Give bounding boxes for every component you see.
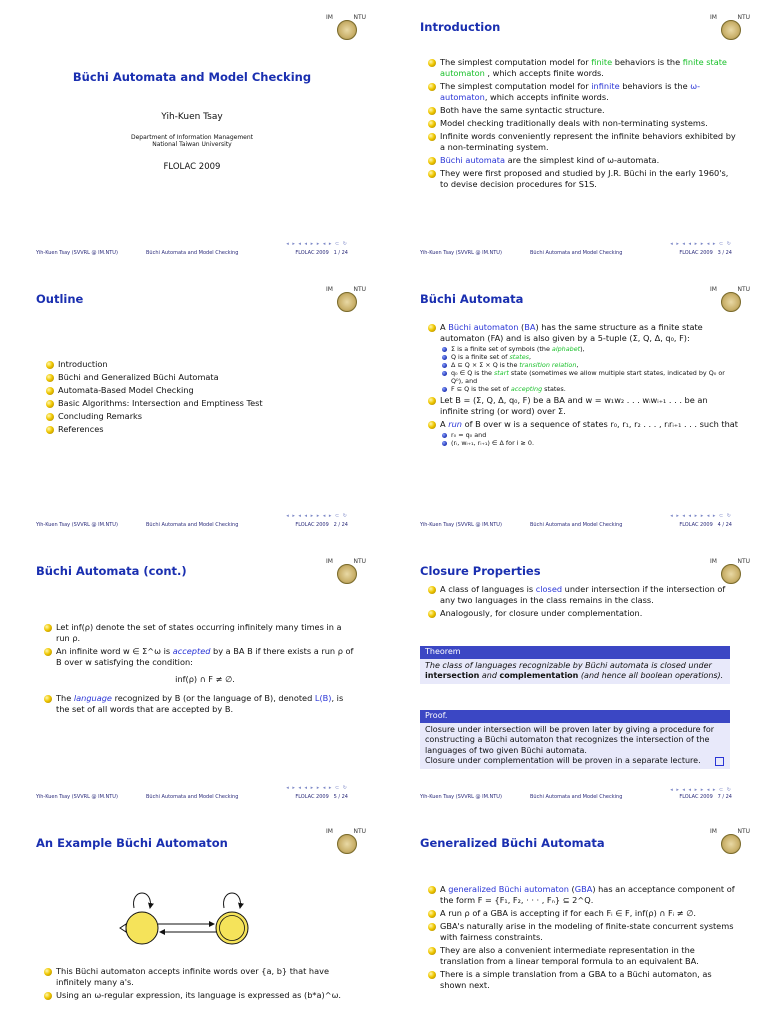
ntu-logo: IM NTU xyxy=(710,828,750,856)
university: National Taiwan University xyxy=(152,141,232,148)
proof-body: Closure under intersection will be proven later by giving a procedure for constructing a Büchi automaton that recognizes the intersection of the languages of two given Büchi automata. Closure under complementation will be proven in a separate lecture. xyxy=(420,723,730,769)
list-item: A Büchi automaton (BA) has the same structure as a finite state automaton (FA) and is also given by a 5-tuple (Σ, Q, Δ, q₀, F): Σ is a finite set of symbols (the alphabet), Q is a finite set of states, Δ ⊆ Q × Σ × Q is the transition relation, q₀ ∈ Q is the start state (sometimes we allow multiple start states, indicated by Q₀ or Q⁰), and F ⊆ Q is the set of accepting states. xyxy=(428,322,738,393)
list-item: Let B = (Σ, Q, Δ, q₀, F) be a BA and w = w₁w₂ . . . wᵢwᵢ₊₁ . . . be an infinite string (or word) over Σ. xyxy=(428,395,738,417)
outline-item[interactable]: Introduction xyxy=(46,359,354,370)
slide-closure-properties: Closure Properties IM NTU A class of languages is closed under intersection if the intersection of any two languages in the class remains in the class. Analogously, for closure under complementation. Theorem The class of languages recognizable by Büchi automata is closed under intersection and complementation (and hence all boolean operations). Proof. Closure under intersection will be proven later by giving a procedure for constructing a Büchi automaton that recognizes the intersection of the languages of two given Büchi automata. Closure under complementation will be proven in a separate lecture. ◂ ▸ ◂ ◂ ▸ ▸ ◂ ▸ ⊂ ↻ Yih-Kuen Tsay (SVVRL @ IM.NTU) Büchi Automata and Model Checking FLOLAC 2009 7 / 24 xyxy=(420,558,750,800)
list-item: A run ρ of a GBA is accepting if for each Fᵢ ∈ F, inf(ρ) ∩ Fᵢ ≠ ∅. xyxy=(428,908,738,919)
list-item: There is a simple translation from a GBA to a Büchi automaton, as shown next. xyxy=(428,969,738,991)
list-item: Using an ω-regular expression, its language is expressed as (b*a)^ω. xyxy=(44,990,354,1001)
nav-controls[interactable]: ◂ ▸ ◂ ◂ ▸ ▸ ◂ ▸ ⊂ ↻ xyxy=(670,241,732,247)
slide-generalized-buchi xyxy=(384,808,768,1024)
list-item: This Büchi automaton accepts infinite words over {a, b} that have infinitely many a's. xyxy=(44,966,354,988)
sub-item: (rᵢ, wᵢ₊₁, rᵢ₊₁) ∈ Δ for i ≥ 0. xyxy=(440,439,738,447)
department: Department of Information Management xyxy=(130,134,254,141)
list-item: The simplest computation model for finite behaviors is the finite state automaton , which accepts finite words. xyxy=(428,57,738,79)
slide-title: IM NTU Büchi Automata and Model Checking Yih-Kuen Tsay Department of Information Management National Taiwan University FLOLAC 2009 ◂ ▸ ◂ ◂ ▸ ▸ ◂ ▸ ⊂ ↻ Yih-Kuen Tsay (SVVRL @ IM.NTU) Büchi Automata and Model Checking FLOLAC 2009 1 / 24 xyxy=(0,0,384,272)
qed-icon xyxy=(715,757,724,766)
self-loop-state-1 xyxy=(224,893,241,908)
author: Yih-Kuen Tsay xyxy=(161,112,223,122)
ntu-logo: IM NTU xyxy=(326,286,366,314)
sub-item: Σ is a finite set of symbols (the alphabet), xyxy=(440,345,738,353)
list-item: The language recognized by B (or the language of B), denoted L(B), is the set of all words that are accepted by B. xyxy=(44,693,354,715)
ntu-logo: IM NTU xyxy=(710,558,750,586)
ntu-seal-icon xyxy=(337,834,357,854)
state-0 xyxy=(126,912,158,944)
ntu-seal-icon xyxy=(337,20,357,40)
list-item: They were first proposed and studied by J.R. Büchi in the early 1960's, to devise decision procedures for S1S. xyxy=(428,168,738,190)
slide-heading: Büchi Automata (cont.) xyxy=(36,564,187,578)
self-loop-state-0 xyxy=(134,893,151,908)
bullet-list xyxy=(428,884,738,993)
state-1 xyxy=(216,912,248,944)
outline-item[interactable]: Büchi and Generalized Büchi Automata xyxy=(46,372,354,383)
bullet-list xyxy=(44,966,354,1003)
ntu-seal-icon xyxy=(721,834,741,854)
nav-controls[interactable]: ◂ ▸ ◂ ◂ ▸ ▸ ◂ ▸ ⊂ ↻ xyxy=(670,787,732,793)
ntu-seal-icon xyxy=(721,564,741,584)
automaton-diagram xyxy=(112,874,272,964)
outline-item[interactable]: References xyxy=(46,424,354,435)
slide-buchi-cont: Büchi Automata (cont.) IM NTU Let inf(ρ) denote the set of states occurring infinitely many times in a run ρ. An infinite word w ∈ Σ^ω is accepted by a BA B if there exists a run ρ of B over w satisfying the condition: inf(ρ) ∩ F ≠ ∅. The language recognized by B (or the language of B), denoted L(B), is the set of all words that are accepted by B. ◂ ▸ ◂ ◂ ▸ ▸ ◂ ▸ ⊂ ↻ Yih-Kuen Tsay (SVVRL @ IM.NTU) Büchi Automata and Model Checking FLOLAC 2009 5 / 24 xyxy=(36,558,366,800)
ntu-seal-icon xyxy=(337,564,357,584)
slide-heading: An Example Büchi Automaton xyxy=(36,836,228,850)
list-item: Büchi automata are the simplest kind of ω-automata. xyxy=(428,155,738,166)
title-block xyxy=(0,70,384,172)
bullet-list xyxy=(428,322,738,449)
slide-heading: Generalized Büchi Automata xyxy=(420,836,605,850)
ntu-seal-icon xyxy=(337,292,357,312)
theorem-heading: Theorem xyxy=(420,646,730,659)
formula: inf(ρ) ∩ F ≠ ∅. xyxy=(175,674,235,684)
list-item: Let inf(ρ) denote the set of states occurring infinitely many times in a run ρ. xyxy=(44,622,354,644)
list-item: A class of languages is closed under intersection if the intersection of any two languages in the class remains in the class. xyxy=(428,584,738,606)
theorem-block xyxy=(420,646,730,684)
ntu-logo: IM NTU xyxy=(326,558,366,586)
theorem-body: The class of languages recognizable by Büchi automata is closed under intersection and complementation (and hence all boolean operations). xyxy=(420,659,730,684)
slide-heading: Outline xyxy=(36,292,84,306)
sub-list xyxy=(440,345,738,393)
sub-item: r₀ = q₀ and xyxy=(440,431,738,439)
nav-controls[interactable]: ◂ ▸ ◂ ◂ ▸ ▸ ◂ ▸ ⊂ ↻ xyxy=(286,241,348,247)
list-item: GBA's naturally arise in the modeling of finite-state concurrent systems with fairness constraints. xyxy=(428,921,738,943)
list-item: Infinite words conveniently represent the infinite behaviors exhibited by a non-terminating system. xyxy=(428,131,738,153)
slide-buchi-automata: Büchi Automata IM NTU A Büchi automaton (BA) has the same structure as a finite state automaton (FA) and is also given by a 5-tuple (Σ, Q, Δ, q₀, F): Σ is a finite set of symbols (the alphabet), Q is a finite set of states, Δ ⊆ Q × Σ × Q is the transition relation, q₀ ∈ Q is the start state (sometimes we allow multiple start states, indicated by Q₀ or Q⁰), and F ⊆ Q is the set of accepting states. Let B = (Σ, Q, Δ, q₀, F) be a BA and w = w₁w₂ . . . wᵢwᵢ₊₁ . . . be an infinite string (or word) over Σ. A run of B over w is a sequence of states r₀, r₁, r₂ . . . , rᵢrᵢ₊₁ . . . such that r₀ = q₀ and (rᵢ, wᵢ₊₁, rᵢ₊₁) ∈ Δ for i ≥ 0. ◂ ▸ ◂ ◂ ▸ ▸ ◂ ▸ ⊂ ↻ Yih-Kuen Tsay (SVVRL @ IM.NTU) Büchi Automata and Model Checking FLOLAC 2009 4 / 24 xyxy=(420,286,750,528)
slide-heading: Introduction xyxy=(420,20,501,34)
sub-item: F ⊆ Q is the set of accepting states. xyxy=(440,385,738,393)
sub-list xyxy=(440,431,738,447)
ntu-logo: IM NTU xyxy=(326,14,366,42)
deck-title: Büchi Automata and Model Checking xyxy=(72,70,312,84)
slide-outline: Outline IM NTU Introduction Büchi and Generalized Büchi Automata Automata-Based Model Checking Basic Algorithms: Intersection and Emptiness Test Concluding Remarks References ◂ ▸ ◂ ◂ ▸ ▸ ◂ ▸ ⊂ ↻ Yih-Kuen Tsay (SVVRL @ IM.NTU) Büchi Automata and Model Checking FLOLAC 2009 2 / 24 xyxy=(36,286,366,528)
sub-item: Q is a finite set of states, xyxy=(440,353,738,361)
bullet-list xyxy=(428,57,738,192)
nav-controls[interactable]: ◂ ▸ ◂ ◂ ▸ ▸ ◂ ▸ ⊂ ↻ xyxy=(286,785,348,791)
slide-example-automaton xyxy=(0,808,384,1024)
list-item: Model checking traditionally deals with non-terminating systems. xyxy=(428,118,738,129)
proof-heading: Proof. xyxy=(420,710,730,723)
outline-item[interactable]: Basic Algorithms: Intersection and Emptiness Test xyxy=(46,398,354,409)
proof-block xyxy=(420,710,730,769)
slide-heading: Closure Properties xyxy=(420,564,541,578)
slide-heading: Büchi Automata xyxy=(420,292,524,306)
list-item: They are also a convenient intermediate representation in the translation from a linear temporal formula to an equivalent BA. xyxy=(428,945,738,967)
sub-item: q₀ ∈ Q is the start state (sometimes we allow multiple start states, indicated by Q₀ or Q⁰), and xyxy=(440,369,738,385)
bullet-list xyxy=(44,622,354,717)
sub-item: Δ ⊆ Q × Σ × Q is the transition relation, xyxy=(440,361,738,369)
nav-controls[interactable]: ◂ ▸ ◂ ◂ ▸ ▸ ◂ ▸ ⊂ ↻ xyxy=(286,513,348,519)
list-item: Both have the same syntactic structure. xyxy=(428,105,738,116)
list-item: Analogously, for closure under complementation. xyxy=(428,608,738,619)
list-item: An infinite word w ∈ Σ^ω is accepted by a BA B if there exists a run ρ of B over w satisfying the condition: inf(ρ) ∩ F ≠ ∅. xyxy=(44,646,354,685)
slide-introduction: Introduction IM NTU The simplest computation model for finite behaviors is the finite state automaton , which accepts finite words. The simplest computation model for infinite behaviors is the ω-automaton, which accepts infinite words. Both have the same syntactic structure. Model checking traditionally deals with non-terminating systems. Infinite words conveniently represent the infinite behaviors exhibited by a non-terminating system. Büchi automata are the simplest kind of ω-automata. They were first proposed and studied by J.R. Büchi in the early 1960's, to devise decision procedures for S1S. ◂ ▸ ◂ ◂ ▸ ▸ ◂ ▸ ⊂ ↻ Yih-Kuen Tsay (SVVRL @ IM.NTU) Büchi Automata and Model Checking FLOLAC 2009 3 / 24 xyxy=(420,14,750,256)
ntu-seal-icon xyxy=(721,292,741,312)
nav-controls[interactable]: ◂ ▸ ◂ ◂ ▸ ▸ ◂ ▸ ⊂ ↻ xyxy=(670,513,732,519)
outline-item[interactable]: Automata-Based Model Checking xyxy=(46,385,354,396)
start-arrow xyxy=(120,924,126,932)
bullet-list xyxy=(428,584,738,621)
outline-list xyxy=(46,359,354,437)
outline-item[interactable]: Concluding Remarks xyxy=(46,411,354,422)
event: FLOLAC 2009 xyxy=(163,162,221,172)
ntu-logo: IM NTU xyxy=(710,14,750,42)
list-item: A run of B over w is a sequence of states r₀, r₁, r₂ . . . , rᵢrᵢ₊₁ . . . such that r₀ = q₀ and (rᵢ, wᵢ₊₁, rᵢ₊₁) ∈ Δ for i ≥ 0. xyxy=(428,419,738,447)
ntu-seal-icon xyxy=(721,20,741,40)
list-item: A generalized Büchi automaton (GBA) has an acceptance component of the form F = {F₁, F₂, · · · , Fₙ} ⊆ 2^Q. xyxy=(428,884,738,906)
ntu-logo: IM NTU xyxy=(710,286,750,314)
list-item: The simplest computation model for infinite behaviors is the ω-automaton, which accepts infinite words. xyxy=(428,81,738,103)
ntu-logo: IM NTU xyxy=(326,828,366,856)
